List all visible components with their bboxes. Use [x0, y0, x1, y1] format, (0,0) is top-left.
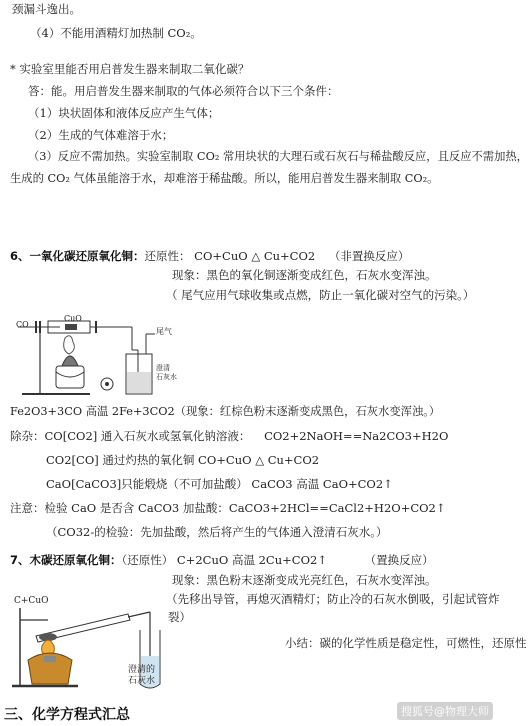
section-7-note-2: 裂） — [168, 610, 191, 624]
question-kipp: * 实验室里能否用启普发生器来制取二氧化碳？ — [10, 62, 250, 76]
section-7-heading — [10, 553, 434, 567]
impurity-line-2: CO2[CO] 通过灼热的氧化铜 CO+CuO △ Cu+CO2 — [46, 453, 320, 467]
section-6-equation: CO+CuO △ Cu+CO2 — [194, 249, 316, 263]
condition-3: （3）反应不需加热。实验室制取 CO₂ 常用块状的大理石或石灰石与稀盐酸反应，且反应不需加热， — [28, 150, 528, 163]
section-6-type: （非置换反应） — [328, 249, 410, 263]
fig-label-cuo: CuO — [64, 314, 82, 323]
section-7-type: （置换反应） — [364, 553, 434, 567]
text-continuation: 颈漏斗逸出。 — [12, 2, 81, 16]
fig-label-limewater: 澄清 石灰水 — [156, 364, 177, 381]
impurity-1-eq: CO2+2NaOH==Na2CO3+H2O — [264, 429, 449, 443]
condition-3-cont: 生成的 CO₂ 气体虽能溶于水，却难溶于稀盐酸。所以，能用启普发生器来制取 CO₂。 — [10, 172, 439, 185]
fig-label-c-cuo: C+CuO — [14, 596, 49, 606]
watermark: 搜狐号@物理大师 — [397, 702, 493, 720]
co-cuo-apparatus-figure — [10, 308, 210, 398]
fig-label-co: CO — [16, 320, 29, 329]
fig-label-tail: 尾气 — [156, 327, 172, 336]
section-6-prop: 还原性： — [144, 249, 191, 263]
section-7-summary: 小结：碳的化学性质是稳定性，可燃性，还原性 — [285, 636, 527, 650]
section-6-phenomenon: 现象：黑色的氧化铜逐渐变成红色，石灰水变浑浊。 — [172, 268, 437, 282]
impurity-line-1 — [10, 429, 448, 443]
section-7-phenomenon: 现象：黑色粉末逐渐变成光亮红色，石灰水变浑浊。 — [172, 573, 437, 587]
section-3-heading: 三、化学方程式汇总 — [4, 707, 130, 723]
section-7-title: 7、木碳还原氧化铜： — [10, 553, 122, 567]
attention-line: 注意：检验 CaO 是否含 CaCO3 加盐酸：CaCO3+2HCl==CaCl2+H2O+CO2↑ — [10, 501, 446, 515]
section-7-prop: （还原性） — [121, 553, 174, 567]
impurity-1-text: CO[CO2] 通入石灰水或氢氧化钠溶液： — [44, 429, 251, 443]
text-item-4: （4）不能用酒精灯加热制 CO₂。 — [30, 26, 202, 40]
section-6-note: （ 尾气应用气球收集或点燃，防止一氧化碳对空气的污染。） — [166, 288, 475, 302]
answer-intro: 答：能。用启普发生器来制取的气体必须符合以下三个条件： — [28, 84, 339, 98]
fig-label-limewater-2: 澄清的 石灰水 — [128, 665, 156, 686]
section-6-title: 6、一氧化碳还原氧化铜： — [10, 249, 145, 263]
section-7-equation: C+2CuO 高温 2Cu+CO2↑ — [176, 553, 327, 567]
impurity-label: 除杂： — [10, 429, 45, 443]
co3-test-line: （CO32-的检验：先加盐酸，然后将产生的气体通入澄清石灰水。） — [46, 525, 388, 539]
fe2o3-equation: Fe2O3+3CO 高温 2Fe+3CO2（现象：红棕色粉末逐渐变成黑色，石灰水变浑浊。） — [10, 405, 441, 418]
section-6-heading — [10, 249, 409, 263]
condition-1: （1）块状固体和液体反应产生气体； — [28, 106, 220, 120]
impurity-line-3: CaO[CaCO3]只能煅烧（不可加盐酸） CaCO3 高温 CaO+CO2↑ — [46, 477, 393, 491]
section-7-note-1: （先移出导管，再熄灭酒精灯；防止冷的石灰水倒吸，引起试管炸 — [166, 592, 500, 606]
condition-2: （2）生成的气体难溶于水； — [28, 128, 174, 142]
